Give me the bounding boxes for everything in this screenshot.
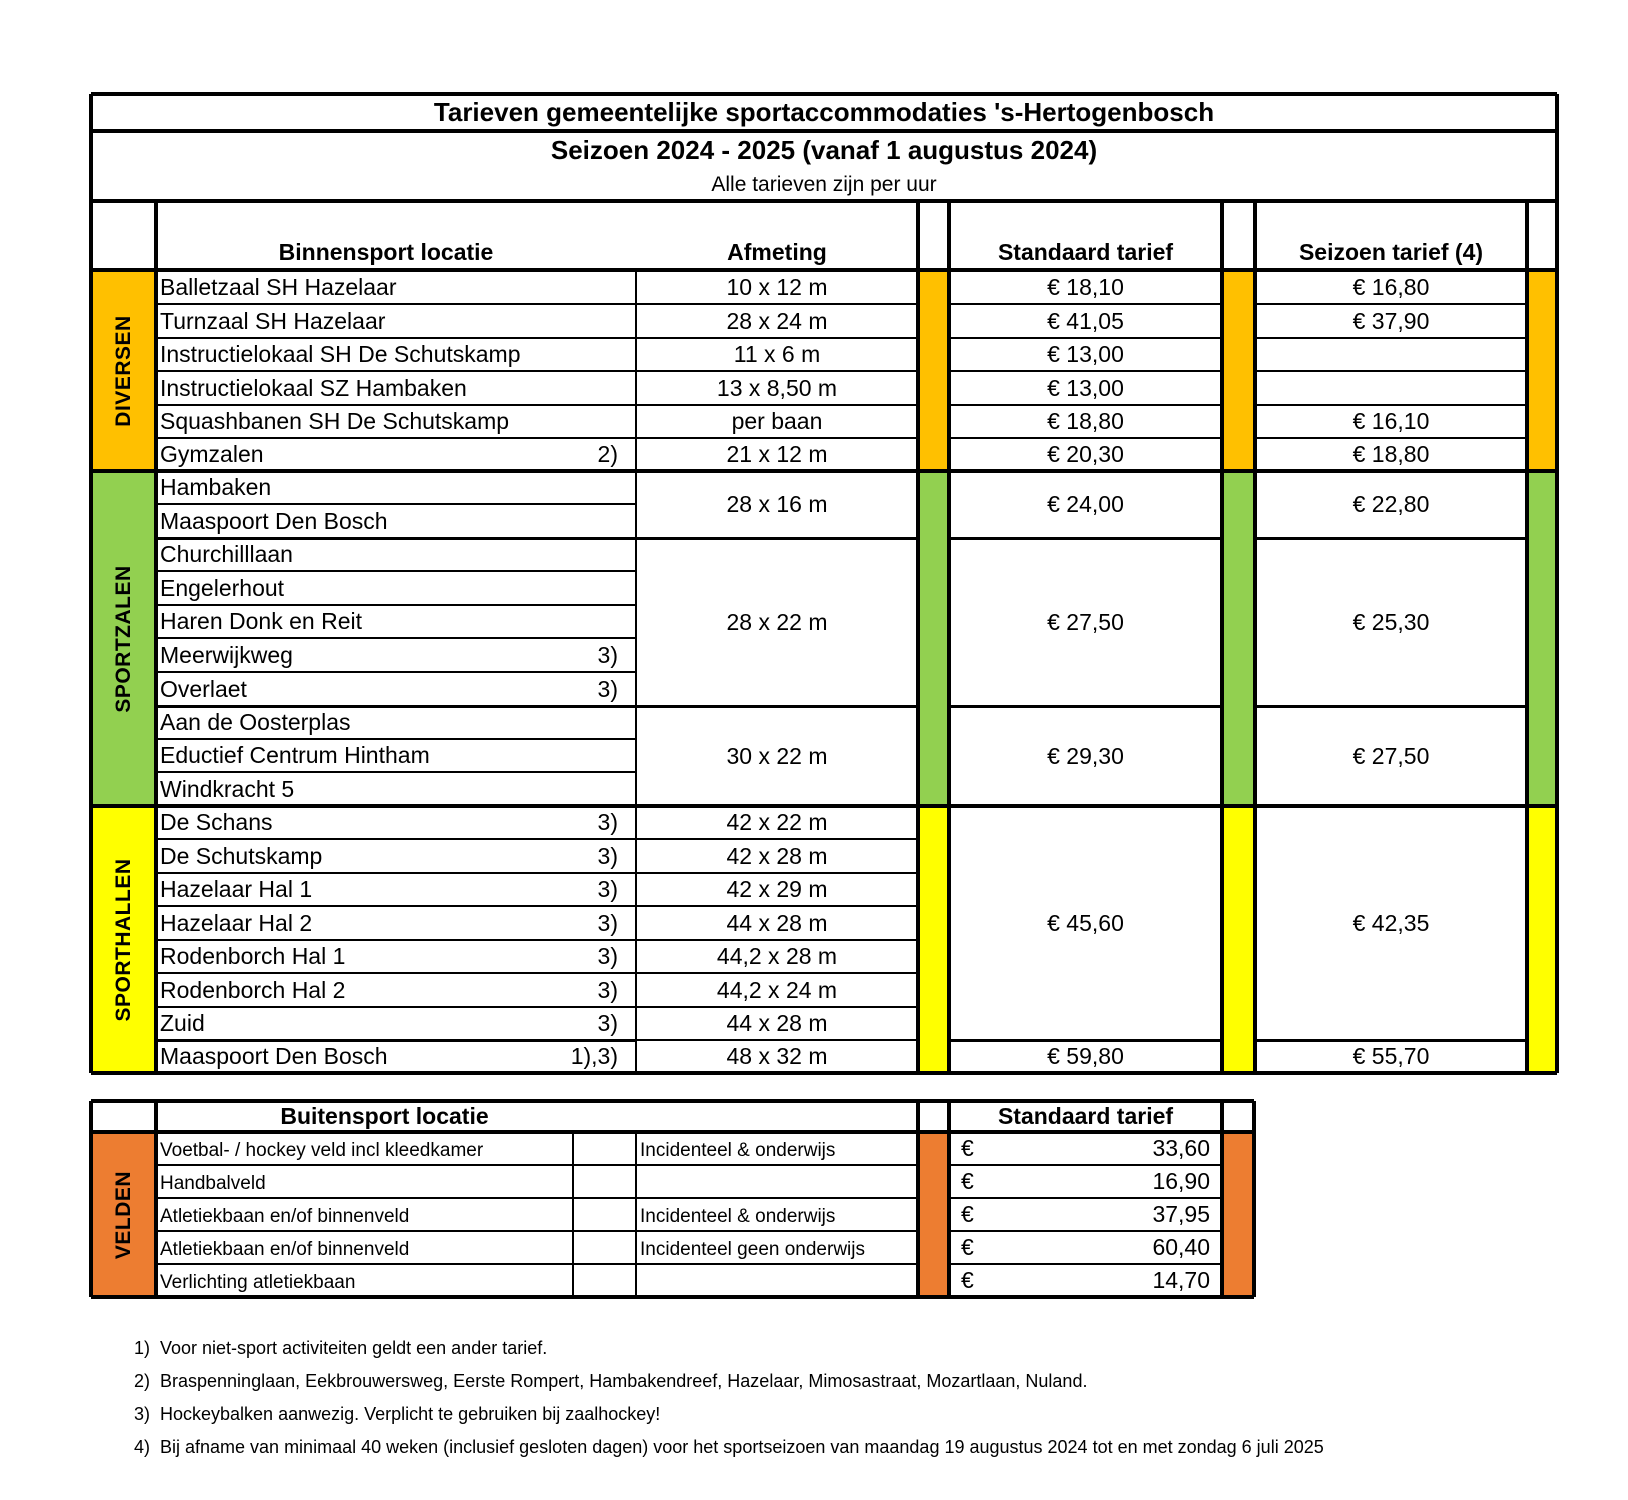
grid-line (949, 337, 1222, 339)
footnote-ref: 3) (597, 675, 618, 702)
grid-line (91, 268, 1557, 272)
grid-line (949, 404, 1222, 406)
outdoor-location-name: Handbalveld (160, 1172, 266, 1194)
grid-line (156, 303, 636, 305)
season-title: Seizoen 2024 - 2025 (vanaf 1 augustus 2024) (550, 134, 1098, 165)
col-standard-header: Standaard tarief (997, 238, 1174, 265)
currency-sign: € (961, 1135, 974, 1161)
diversen-band-spacer2 (1222, 270, 1255, 471)
group-label-velden: VELDEN (111, 1170, 135, 1259)
standard-price: € 13,00 (1047, 374, 1124, 401)
standard-price: € 29,30 (1047, 742, 1124, 769)
grid-line (1255, 404, 1527, 406)
location-name: Haren Donk en Reit (160, 608, 362, 634)
grid-line (1255, 437, 1527, 439)
location-name: Maaspoort Den Bosch (160, 507, 388, 534)
footnote-ref (556, 471, 618, 504)
standard-price: € 27,50 (1047, 608, 1124, 635)
outdoor-remark: Incidenteel & onderwijs (640, 1205, 836, 1227)
standard-price: € 59,80 (1047, 1043, 1124, 1069)
footnote-ref (556, 504, 618, 538)
location-name: Instructielokaal SH De Schutskamp (160, 341, 521, 367)
grid-line (947, 1101, 951, 1297)
velden-band (1222, 1132, 1254, 1297)
outdoor-location-name: Voetbal- / hockey veld incl kleedkamer (160, 1139, 484, 1161)
grid-line (636, 404, 918, 406)
grid-line (156, 972, 636, 974)
outdoor-remark: Incidenteel & onderwijs (640, 1139, 836, 1161)
grid-line (91, 469, 1557, 473)
footnote-ref: 1),3) (570, 1043, 618, 1069)
size-value: 28 x 16 m (726, 491, 828, 517)
grid-line (1255, 337, 1527, 339)
season-price: € 22,80 (1352, 491, 1430, 517)
size-value: 42 x 29 m (726, 876, 828, 902)
grid-line (154, 1101, 158, 1297)
location-name: Windkracht 5 (160, 775, 295, 802)
footnote-ref (556, 304, 618, 338)
size-value: 10 x 12 m (726, 273, 828, 300)
grid-line (156, 1230, 918, 1232)
grid-line (156, 503, 636, 505)
diversen-band-spacer1 (918, 270, 949, 471)
footnote-ref (556, 538, 618, 571)
outer-left (89, 94, 93, 1073)
footnote-text: Hockeybalken aanwezig. Verplicht te gebruiken bij zaalhockey! (160, 1403, 661, 1424)
season-price: € 16,80 (1352, 273, 1430, 300)
size-value: 11 x 6 m (733, 341, 821, 367)
grid-line (156, 872, 636, 874)
grid-line (916, 1101, 920, 1297)
grid-line (636, 370, 918, 372)
location-name: De Schans (160, 809, 273, 835)
group-label: DIVERSEN (111, 314, 135, 427)
grid-line (949, 303, 1222, 305)
season-price: € 37,90 (1352, 307, 1430, 334)
season-price (1255, 371, 1527, 405)
sportzalen-band-end (1527, 471, 1557, 806)
grid-line (156, 537, 636, 540)
grid-line (636, 705, 918, 708)
season-price (1255, 338, 1527, 371)
sporthallen-band-end (1527, 806, 1557, 1073)
location-name: Hazelaar Hal 2 (160, 909, 313, 936)
footnote-ref: 3) (597, 943, 618, 969)
grid-line (156, 437, 636, 439)
footnote-ref: 3) (597, 842, 618, 869)
grid-line (1255, 537, 1527, 540)
grid-line (156, 604, 636, 606)
location-name: Instructielokaal SZ Hambaken (160, 374, 467, 401)
outdoor-price: 33,60 (1152, 1135, 1210, 1161)
grid-line (1252, 1101, 1256, 1297)
grid-line (91, 1099, 1254, 1103)
standard-price: € 13,00 (1047, 341, 1124, 367)
size-value: per baan (731, 408, 823, 434)
size-value: 13 x 8,50 m (716, 374, 838, 401)
location-name: Engelerhout (160, 574, 285, 601)
grid-line (636, 905, 918, 907)
grid-line (1525, 201, 1529, 1073)
grid-line (636, 537, 918, 540)
grid-line (91, 1130, 1254, 1134)
footnote-ref (556, 270, 618, 304)
grid-line (156, 838, 636, 840)
grid-line (1255, 705, 1527, 708)
footnote-ref: 3) (597, 909, 618, 936)
location-name: Rodenborch Hal 1 (160, 943, 346, 969)
currency-sign: € (961, 1234, 974, 1260)
footnote-text: Bij afname van minimaal 40 weken (inclusief gesloten dagen) voor het sportseizoen van maandag 19 augustus 2024 tot en met zondag 6 juli 2025 (160, 1436, 1324, 1457)
grid-line (91, 199, 1557, 203)
grid-line (156, 671, 636, 673)
outer-right (1555, 94, 1559, 1073)
grid-line (636, 872, 918, 874)
footnote-ref (556, 405, 618, 438)
size-value: 28 x 24 m (726, 307, 828, 334)
footnote-ref (556, 338, 618, 371)
grid-line (949, 370, 1222, 372)
outdoor-location-name: Atletiekbaan en/of binnenveld (160, 1205, 410, 1227)
grid-line (1255, 303, 1527, 305)
grid-line (1253, 201, 1257, 1073)
grid-line (947, 201, 951, 1073)
currency-sign: € (961, 1267, 974, 1293)
footnote-number: 2) (134, 1370, 151, 1391)
sporthallen-band-spacer2 (1222, 806, 1255, 1073)
size-value: 44,2 x 28 m (716, 943, 838, 969)
outdoor-price: 16,90 (1152, 1168, 1210, 1194)
footnote-number: 1) (134, 1337, 151, 1358)
standard-price: € 41,05 (1047, 307, 1124, 334)
group-label: SPORTHALLEN (111, 858, 135, 1021)
sporthallen-band-spacer1 (918, 806, 949, 1073)
currency-sign: € (961, 1201, 974, 1227)
grid-line (572, 1132, 574, 1297)
grid-line (156, 370, 636, 372)
grid-line (156, 404, 636, 406)
grid-line (156, 637, 636, 639)
footnote-text: Braspenninglaan, Eekbrouwersweg, Eerste Rompert, Hambakendreef, Hazelaar, Mimosastraat, Mozartlaan, Nuland. (160, 1370, 1088, 1391)
size-value: 44 x 28 m (726, 1010, 828, 1036)
standard-price: € 18,80 (1047, 408, 1124, 434)
grid-line (916, 201, 920, 1073)
grid-line (1220, 201, 1224, 1073)
velden-band (918, 1132, 949, 1297)
footnote-ref: 3) (597, 1010, 618, 1036)
grid-line (636, 939, 918, 941)
location-name: De Schutskamp (160, 842, 323, 869)
grid-line (636, 1039, 918, 1041)
standard-price: € 45,60 (1047, 909, 1124, 936)
size-value: 44,2 x 24 m (716, 976, 838, 1003)
outdoor-remark (640, 1167, 916, 1200)
grid-line (156, 570, 636, 572)
outdoor-location-name: Verlichting atletiekbaan (160, 1271, 356, 1293)
currency-sign: € (961, 1168, 974, 1194)
location-name: Balletzaal SH Hazelaar (160, 273, 397, 300)
footnote-ref (556, 772, 618, 806)
grid-line (949, 705, 1222, 708)
footnote-ref: 3) (597, 809, 618, 835)
grid-line (1255, 1039, 1527, 1042)
grid-line (636, 838, 918, 840)
grid-line (1255, 370, 1527, 372)
footnote-ref (556, 571, 618, 605)
grid-line (636, 1006, 918, 1008)
location-name: Meerwijkweg (160, 641, 293, 668)
location-name: Hazelaar Hal 1 (160, 876, 313, 902)
grid-line (91, 804, 1557, 808)
size-value: 21 x 12 m (726, 441, 828, 467)
location-name: Gymzalen (160, 441, 264, 467)
footnote-ref: 3) (597, 876, 618, 902)
col-season-header: Seizoen tarief (4) (1298, 238, 1484, 265)
grid-line (91, 129, 1557, 133)
grid-line (89, 1101, 93, 1297)
outdoor-location-name: Atletiekbaan en/of binnenveld (160, 1238, 410, 1260)
grid-line (635, 1132, 637, 1297)
grid-line (636, 303, 918, 305)
diversen-band-end (1527, 270, 1557, 471)
season-price: € 55,70 (1352, 1043, 1430, 1069)
grid-line (156, 337, 636, 339)
location-name: Overlaet (160, 675, 247, 702)
size-value: 42 x 22 m (726, 809, 828, 835)
grid-line (1220, 1101, 1224, 1297)
outer-bottom (91, 1071, 1557, 1075)
season-price: € 16,10 (1352, 408, 1430, 434)
grid-line (156, 1039, 636, 1042)
size-value: 42 x 28 m (726, 842, 828, 869)
grid-line (156, 771, 636, 773)
grid-line (949, 1164, 1222, 1166)
location-name: Hambaken (160, 474, 272, 500)
size-value: 30 x 22 m (726, 742, 828, 769)
season-price: € 18,80 (1352, 441, 1430, 467)
col-size-header: Afmeting (727, 238, 827, 265)
location-name: Maaspoort Den Bosch (160, 1043, 388, 1069)
location-name: Rodenborch Hal 2 (160, 976, 346, 1003)
location-name: Eductief Centrum Hintham (160, 742, 430, 768)
location-name: Squashbanen SH De Schutskamp (160, 408, 510, 434)
grid-line (156, 738, 636, 740)
sportzalen-band-spacer2 (1222, 471, 1255, 806)
footnote-text: Voor niet-sport activiteiten geldt een ander tarief. (160, 1337, 548, 1358)
grid-line (949, 1197, 1222, 1199)
page-title: Tarieven gemeentelijke sportaccommodaties 's-Hertogenbosch (433, 96, 1215, 127)
grid-line (949, 437, 1222, 439)
season-price: € 27,50 (1352, 742, 1430, 769)
location-name: Churchilllaan (160, 541, 293, 567)
per-hour-note: Alle tarieven zijn per uur (711, 173, 937, 196)
grid-line (156, 1164, 918, 1166)
outdoor-price: 14,70 (1152, 1267, 1210, 1293)
grid-line (636, 972, 918, 974)
grid-line (156, 1197, 918, 1199)
footnote-ref (556, 706, 618, 739)
grid-line (636, 337, 918, 339)
standard-price: € 24,00 (1047, 491, 1124, 517)
outdoor-standard-header: Standaard tarief (997, 1103, 1174, 1129)
footnote-ref: 3) (597, 641, 618, 668)
footnote-ref (556, 371, 618, 405)
grid-line (91, 1295, 1254, 1299)
grid-line (156, 939, 636, 941)
footnote-ref: 3) (597, 976, 618, 1003)
standard-price: € 18,10 (1047, 273, 1124, 300)
outdoor-remark: Incidenteel geen onderwijs (640, 1238, 865, 1260)
location-name: Aan de Oosterplas (160, 709, 351, 735)
group-label: SPORTZALEN (111, 564, 135, 713)
sportzalen-band-spacer1 (918, 471, 949, 806)
grid-line (636, 437, 918, 439)
size-value: 44 x 28 m (726, 909, 828, 936)
size-value: 48 x 32 m (726, 1043, 828, 1069)
footnote-ref: 2) (597, 441, 618, 467)
footnote-number: 4) (134, 1436, 151, 1457)
outdoor-location-header: Buitensport locatie (280, 1103, 489, 1129)
grid-line (949, 1039, 1222, 1042)
grid-line (949, 1263, 1222, 1265)
standard-price: € 20,30 (1047, 441, 1124, 467)
grid-line (156, 705, 636, 708)
outdoor-price: 60,40 (1152, 1234, 1210, 1260)
grid-line (156, 905, 636, 907)
outdoor-price: 37,95 (1152, 1201, 1210, 1227)
location-name: Zuid (160, 1010, 205, 1036)
location-name: Turnzaal SH Hazelaar (160, 307, 386, 334)
footnote-ref (556, 739, 618, 772)
grid-line (949, 1230, 1222, 1232)
season-price: € 42,35 (1352, 909, 1430, 936)
outer-top (91, 92, 1557, 96)
grid-line (156, 1006, 636, 1008)
footnote-number: 3) (134, 1403, 151, 1424)
col-location-header: Binnensport locatie (278, 238, 494, 265)
season-price: € 25,30 (1352, 608, 1430, 635)
grid-line (949, 537, 1222, 540)
size-value: 28 x 22 m (726, 608, 828, 635)
grid-line (156, 1263, 918, 1265)
footnote-ref (556, 605, 618, 638)
